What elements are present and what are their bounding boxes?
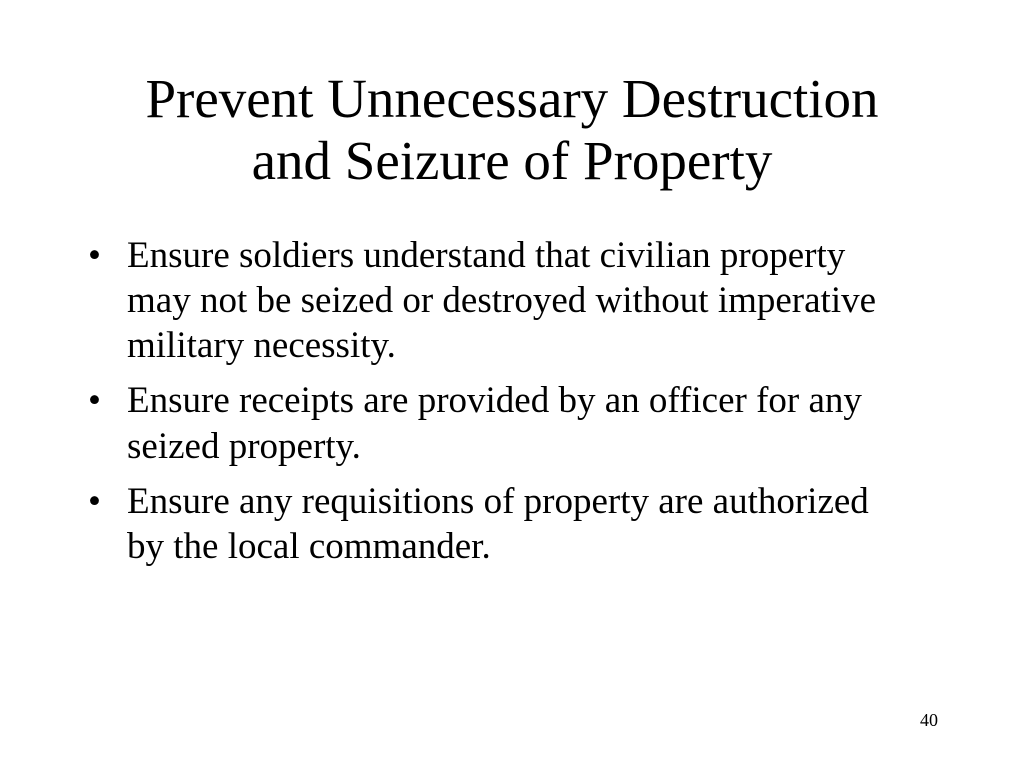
title-line-2: and Seizure of Property <box>251 130 773 192</box>
bullet-list <box>88 233 908 579</box>
bullet-text-2: Ensure receipts are provided by an officer for any seized property. <box>127 380 862 467</box>
bullet-item-2 <box>88 378 908 468</box>
slide-title <box>40 68 984 192</box>
slide-number: 40 <box>920 710 938 730</box>
bullet-icon: • <box>88 480 101 522</box>
bullet-item-1 <box>88 233 908 368</box>
bullet-text-3: Ensure any requisitions of property are authorized by the local commander. <box>127 480 869 567</box>
title-line-1: Prevent Unnecessary Destruction <box>145 68 879 129</box>
bullet-icon: • <box>88 380 101 422</box>
bullet-icon: • <box>88 235 101 276</box>
bullet-text-1: Ensure soldiers understand that civilian property may not be seized or destroyed without imperative military necessity. <box>127 235 877 367</box>
bullet-item-3 <box>88 479 908 569</box>
